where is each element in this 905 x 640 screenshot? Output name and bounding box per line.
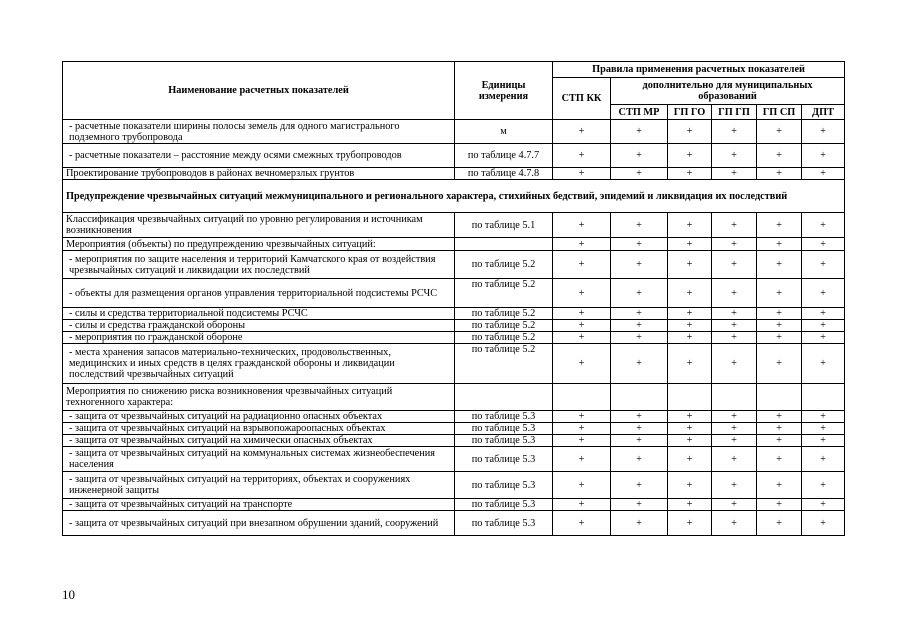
- rule-mark: +: [553, 144, 611, 168]
- rule-mark: +: [668, 168, 712, 180]
- table-row: [63, 168, 845, 180]
- rule-mark: +: [553, 320, 611, 332]
- table-row: [63, 411, 845, 423]
- rule-mark: +: [757, 213, 802, 238]
- table-header: [63, 62, 845, 120]
- rule-mark: +: [553, 499, 611, 511]
- indicator-name: - мероприятия по гражданской обороне: [63, 332, 455, 344]
- page-number: 10: [62, 587, 75, 602]
- rule-mark: +: [712, 411, 757, 423]
- rule-mark: +: [553, 332, 611, 344]
- indicator-name: - расчетные показатели – расстояние между осями смежных трубопроводов: [63, 144, 455, 168]
- rule-mark: +: [757, 332, 802, 344]
- unit-cell: по таблице 5.3: [455, 447, 553, 472]
- indicator-name: - мероприятия по защите населения и территорий Камчатского края от воздействия чрезвычайных ситуаций и ликвидации их последствий: [63, 251, 455, 279]
- rule-mark: +: [712, 320, 757, 332]
- rule-mark: +: [757, 511, 802, 536]
- indicator-name: - защита от чрезвычайных ситуаций на радиационно опасных объектах: [63, 411, 455, 423]
- rule-mark: +: [802, 435, 845, 447]
- table-row: [63, 308, 845, 320]
- header-sub-col: СТП МР: [611, 105, 668, 120]
- rule-mark: +: [611, 168, 668, 180]
- rule-mark: +: [757, 168, 802, 180]
- unit-cell: [455, 384, 553, 411]
- rule-mark: +: [611, 213, 668, 238]
- indicator-name: Классификация чрезвычайных ситуаций по уровню регулирования и источникам возникновения: [63, 213, 455, 238]
- indicator-name: Мероприятия (объекты) по предупреждению чрезвычайных ситуаций:: [63, 238, 455, 251]
- rule-mark: +: [712, 238, 757, 251]
- unit-cell: [455, 238, 553, 251]
- rule-mark: +: [757, 447, 802, 472]
- rule-mark: +: [712, 511, 757, 536]
- rule-mark: +: [802, 238, 845, 251]
- header-units-col: Единицы измерения: [455, 62, 553, 120]
- rule-mark: +: [668, 120, 712, 144]
- rule-mark: +: [668, 320, 712, 332]
- rule-mark: +: [611, 308, 668, 320]
- rule-mark: +: [712, 168, 757, 180]
- unit-cell: по таблице 4.7.7: [455, 144, 553, 168]
- rule-mark: [553, 384, 611, 411]
- rule-mark: +: [802, 499, 845, 511]
- rule-mark: +: [553, 168, 611, 180]
- rule-mark: +: [668, 472, 712, 499]
- unit-cell: по таблице 5.1: [455, 213, 553, 238]
- rule-mark: +: [802, 344, 845, 384]
- unit-cell: по таблице 5.2: [455, 332, 553, 344]
- rule-mark: +: [757, 279, 802, 308]
- rule-mark: +: [611, 120, 668, 144]
- table-row: [63, 435, 845, 447]
- table-row: [63, 120, 845, 144]
- rule-mark: +: [611, 320, 668, 332]
- rule-mark: +: [757, 499, 802, 511]
- indicator-name: - места хранения запасов материально-технических, продовольственных, медицинских и иных средств в целях гражданской обороны и ликвидации последствий чрезвычайных ситуаций: [63, 344, 455, 384]
- rule-mark: +: [611, 238, 668, 251]
- rule-mark: +: [553, 447, 611, 472]
- rule-mark: [802, 384, 845, 411]
- indicator-name: - защита от чрезвычайных ситуаций на транспорте: [63, 499, 455, 511]
- rule-mark: [757, 384, 802, 411]
- indicator-name: - защита от чрезвычайных ситуаций на взрывопожароопасных объектах: [63, 423, 455, 435]
- rule-mark: +: [712, 423, 757, 435]
- table-row: [63, 472, 845, 499]
- rule-mark: +: [553, 308, 611, 320]
- unit-cell: по таблице 4.7.8: [455, 168, 553, 180]
- rule-mark: +: [553, 472, 611, 499]
- rule-mark: +: [712, 279, 757, 308]
- table-row: [63, 344, 845, 384]
- rule-mark: +: [802, 251, 845, 279]
- rule-mark: +: [553, 120, 611, 144]
- rule-mark: [668, 384, 712, 411]
- table-row: [63, 384, 845, 411]
- rule-mark: +: [802, 332, 845, 344]
- unit-cell: по таблице 5.3: [455, 423, 553, 435]
- unit-cell: по таблице 5.2: [455, 320, 553, 332]
- rule-mark: +: [611, 435, 668, 447]
- rule-mark: +: [668, 499, 712, 511]
- unit-cell: по таблице 5.3: [455, 435, 553, 447]
- rule-mark: +: [611, 144, 668, 168]
- rule-mark: [712, 384, 757, 411]
- table-row: [63, 251, 845, 279]
- rule-mark: +: [802, 423, 845, 435]
- rule-mark: +: [611, 251, 668, 279]
- rule-mark: +: [757, 435, 802, 447]
- rule-mark: +: [553, 344, 611, 384]
- rule-mark: +: [802, 308, 845, 320]
- rule-mark: +: [712, 213, 757, 238]
- table-row: [63, 423, 845, 435]
- rule-mark: +: [757, 308, 802, 320]
- header-rules-col: Правила применения расчетных показателей: [553, 62, 845, 78]
- rule-mark: +: [712, 472, 757, 499]
- rule-mark: +: [611, 472, 668, 499]
- rule-mark: +: [668, 435, 712, 447]
- rule-mark: +: [668, 251, 712, 279]
- rule-mark: +: [802, 320, 845, 332]
- rule-mark: +: [553, 511, 611, 536]
- rule-mark: +: [668, 511, 712, 536]
- rule-mark: +: [611, 499, 668, 511]
- rule-mark: +: [712, 447, 757, 472]
- unit-cell: по таблице 5.2: [455, 344, 553, 384]
- indicator-name: - защита от чрезвычайных ситуаций на химически опасных объектах: [63, 435, 455, 447]
- section-row: [63, 180, 845, 213]
- table-row: [63, 511, 845, 536]
- unit-cell: по таблице 5.3: [455, 411, 553, 423]
- rule-mark: +: [553, 279, 611, 308]
- rule-mark: +: [757, 144, 802, 168]
- rule-mark: +: [668, 238, 712, 251]
- indicator-name: - защита от чрезвычайных ситуаций на коммунальных системах жизнеобеспечения населения: [63, 447, 455, 472]
- unit-cell: по таблице 5.2: [455, 251, 553, 279]
- unit-cell: по таблице 5.2: [455, 279, 553, 308]
- rule-mark: +: [668, 308, 712, 320]
- unit-cell: по таблице 5.3: [455, 472, 553, 499]
- rule-mark: +: [802, 511, 845, 536]
- unit-cell: по таблице 5.2: [455, 308, 553, 320]
- indicator-name: - силы и средства территориальной подсистемы РСЧС: [63, 308, 455, 320]
- rule-mark: +: [668, 144, 712, 168]
- table-row: [63, 144, 845, 168]
- rule-mark: +: [712, 144, 757, 168]
- table-row: [63, 447, 845, 472]
- header-stp-kk: СТП КК: [553, 78, 611, 120]
- rule-mark: [611, 384, 668, 411]
- header-sub-col: ГП СП: [757, 105, 802, 120]
- rule-mark: +: [668, 423, 712, 435]
- header-sub-col: ДПТ: [802, 105, 845, 120]
- rule-mark: +: [611, 332, 668, 344]
- table-row: [63, 320, 845, 332]
- header-additional: дополнительно для муниципальных образований: [611, 78, 845, 105]
- rule-mark: +: [553, 435, 611, 447]
- indicator-name: - расчетные показатели ширины полосы земель для одного магистрального подземного трубопровода: [63, 120, 455, 144]
- rule-mark: +: [757, 238, 802, 251]
- rule-mark: +: [712, 120, 757, 144]
- rule-mark: +: [757, 251, 802, 279]
- rule-mark: +: [611, 344, 668, 384]
- unit-cell: по таблице 5.3: [455, 511, 553, 536]
- rule-mark: +: [668, 447, 712, 472]
- rule-mark: +: [757, 344, 802, 384]
- rule-mark: +: [802, 279, 845, 308]
- rule-mark: +: [802, 213, 845, 238]
- rule-mark: +: [553, 213, 611, 238]
- rule-mark: +: [712, 251, 757, 279]
- rule-mark: +: [553, 411, 611, 423]
- rule-mark: +: [668, 411, 712, 423]
- table-row: [63, 279, 845, 308]
- rule-mark: +: [553, 251, 611, 279]
- rule-mark: +: [712, 344, 757, 384]
- unit-cell: м: [455, 120, 553, 144]
- rule-mark: +: [668, 344, 712, 384]
- rule-mark: +: [802, 120, 845, 144]
- rule-mark: +: [712, 435, 757, 447]
- rule-mark: +: [553, 423, 611, 435]
- indicator-name: - объекты для размещения органов управления территориальной подсистемы РСЧС: [63, 279, 455, 308]
- rule-mark: +: [757, 411, 802, 423]
- rule-mark: +: [611, 511, 668, 536]
- indicator-name: - силы и средства гражданской обороны: [63, 320, 455, 332]
- rule-mark: +: [611, 447, 668, 472]
- rule-mark: +: [712, 499, 757, 511]
- indicator-name: Проектирование трубопроводов в районах вечномерзлых грунтов: [63, 168, 455, 180]
- indicator-name: Мероприятия по снижению риска возникновения чрезвычайных ситуаций техногенного характера:: [63, 384, 455, 411]
- rule-mark: +: [757, 120, 802, 144]
- rule-mark: +: [802, 447, 845, 472]
- table-row: [63, 332, 845, 344]
- rule-mark: +: [802, 168, 845, 180]
- rule-mark: +: [712, 332, 757, 344]
- table-row: [63, 499, 845, 511]
- rule-mark: +: [553, 238, 611, 251]
- header-sub-col: ГП ГО: [668, 105, 712, 120]
- header-name-col: Наименование расчетных показателей: [63, 62, 455, 120]
- rule-mark: +: [611, 279, 668, 308]
- table-row: [63, 238, 845, 251]
- section-title: Предупреждение чрезвычайных ситуаций межмуниципального и регионального характера, стихийных бедствий, эпидемий и ликвидация их последствий: [63, 180, 845, 213]
- indicator-name: - защита от чрезвычайных ситуаций при внезапном обрушении зданий, сооружений: [63, 511, 455, 536]
- unit-cell: по таблице 5.3: [455, 499, 553, 511]
- indicators-table: [62, 61, 845, 536]
- rule-mark: +: [757, 472, 802, 499]
- indicator-name: - защита от чрезвычайных ситуаций на территориях, объектах и сооружениях инженерной защиты: [63, 472, 455, 499]
- table-body: [63, 120, 845, 536]
- rule-mark: +: [668, 279, 712, 308]
- rule-mark: +: [668, 213, 712, 238]
- rule-mark: +: [712, 308, 757, 320]
- rule-mark: +: [802, 411, 845, 423]
- rule-mark: +: [802, 144, 845, 168]
- rule-mark: +: [611, 423, 668, 435]
- rule-mark: +: [668, 332, 712, 344]
- header-sub-col: ГП ГП: [712, 105, 757, 120]
- rule-mark: +: [757, 423, 802, 435]
- table-row: [63, 213, 845, 238]
- rule-mark: +: [611, 411, 668, 423]
- rule-mark: +: [757, 320, 802, 332]
- rule-mark: +: [802, 472, 845, 499]
